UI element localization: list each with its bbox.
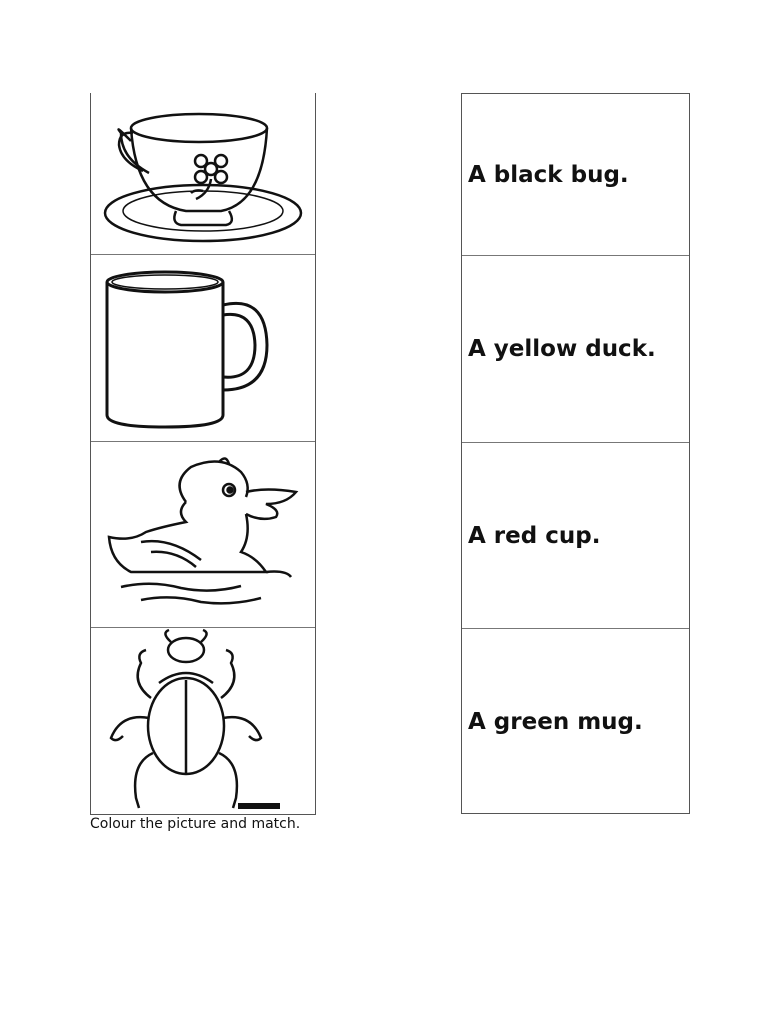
phrase-cell	[462, 255, 689, 442]
picture-cell-duck	[91, 441, 315, 628]
phrase-cell	[462, 628, 689, 814]
phrase-text: A black bug.	[468, 161, 629, 188]
phrase-cell	[462, 94, 689, 255]
instruction-text: Colour the picture and match.	[90, 816, 301, 832]
phrase-text: A yellow duck.	[468, 336, 656, 362]
phrase-text: A green mug.	[468, 708, 643, 735]
teacup-icon	[91, 93, 315, 254]
picture-column	[90, 93, 316, 815]
phrase-cell	[462, 442, 689, 628]
watermark-strip	[238, 803, 280, 809]
picture-cell-mug	[91, 254, 315, 442]
bug-icon	[91, 628, 315, 814]
mug-icon	[91, 255, 315, 442]
duck-icon	[91, 442, 315, 628]
picture-cell-teacup	[91, 93, 315, 254]
picture-cell-bug	[91, 627, 315, 814]
phrase-text: A red cup.	[468, 522, 601, 549]
phrase-column	[461, 93, 690, 814]
